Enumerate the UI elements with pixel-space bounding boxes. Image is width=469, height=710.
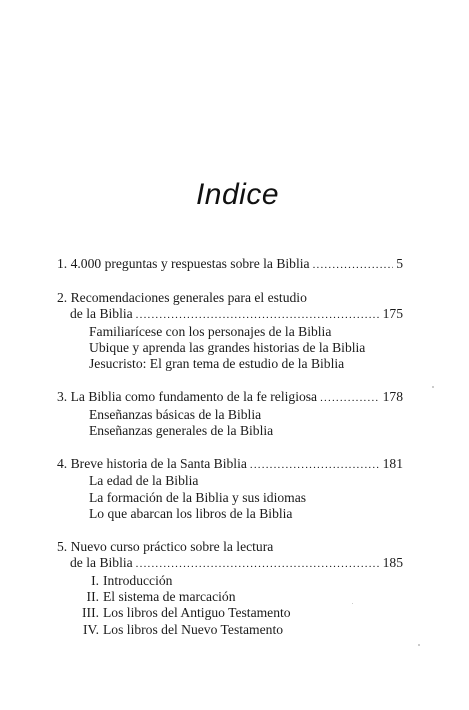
toc-entry-line [57, 456, 403, 473]
scan-speck [432, 386, 434, 388]
toc-subitem: Lo que abarcan los libros de la Biblia [89, 506, 293, 522]
toc-entry-title-continued: de la Biblia [70, 555, 133, 571]
roman-numeral: IV. [83, 621, 99, 637]
roman-subitem-text: Los libros del Nuevo Testamento [103, 621, 284, 637]
toc-subitem: Familiarícese con los personajes de la Biblia [89, 323, 332, 339]
toc-entry-line [57, 306, 403, 323]
toc-entry-line [57, 256, 403, 273]
toc-subitem: Ubique y aprenda las grandes historias de la Biblia [89, 340, 366, 356]
toc-entry-title: 4. Breve historia de la Santa Biblia [57, 455, 247, 471]
toc-page-number: 181 [382, 455, 403, 471]
toc-section-4 [57, 456, 403, 523]
toc-subitem: Enseñanzas básicas de la Biblia [89, 406, 262, 422]
roman-numeral: III. [82, 605, 99, 621]
toc-entry-line [57, 389, 403, 406]
toc-section-5 [57, 539, 403, 638]
toc-entry-title: 1. 4.000 preguntas y respuestas sobre la Biblia [57, 256, 310, 271]
dot-leader [136, 307, 380, 323]
toc-entry-line [57, 290, 403, 306]
toc-entry-title: 3. La Biblia como fundamento de la fe religiosa [57, 389, 318, 405]
toc-page-number: 178 [382, 389, 403, 405]
roman-numeral: II. [86, 589, 99, 605]
scan-speck [418, 644, 420, 646]
roman-numeral: I. [91, 572, 99, 588]
toc-subitem: Jesucristo: El gran tema de estudio de la Biblia [89, 356, 345, 372]
toc-entry-line [57, 555, 403, 572]
toc-entry-title-continued: de la Biblia [70, 306, 133, 322]
roman-subitem-text: Introducción [103, 572, 173, 588]
page-title: Indice [195, 178, 280, 211]
toc-subitem: La formación de la Biblia y sus idiomas [89, 489, 307, 505]
toc-subitem: La edad de la Biblia [89, 473, 199, 489]
roman-subitem-text: Los libros del Antiguo Testamento [103, 605, 291, 621]
dot-leader [313, 257, 394, 273]
toc-entry-title: 2. Recomendaciones generales para el estudio [57, 289, 307, 305]
dot-leader [250, 457, 380, 473]
roman-subitem-text: El sistema de marcación [103, 589, 236, 605]
scan-speck [352, 603, 353, 604]
toc-section-2 [57, 290, 403, 373]
toc-section-1 [57, 256, 403, 273]
dot-leader [136, 556, 380, 572]
table-of-contents [57, 256, 403, 655]
toc-roman-subitem [57, 573, 403, 589]
toc-roman-subitem [57, 605, 403, 621]
dot-leader [320, 390, 380, 406]
toc-section-3 [57, 389, 403, 439]
toc-entry-title: 5. Nuevo curso práctico sobre la lectura [57, 538, 274, 554]
toc-page-number: 185 [382, 555, 403, 571]
toc-subitem: Enseñanzas generales de la Biblia [89, 423, 274, 439]
toc-page-number: 5 [396, 256, 403, 271]
toc-roman-subitem [57, 622, 403, 638]
toc-page-number: 175 [382, 306, 403, 322]
toc-entry-line [57, 539, 403, 555]
